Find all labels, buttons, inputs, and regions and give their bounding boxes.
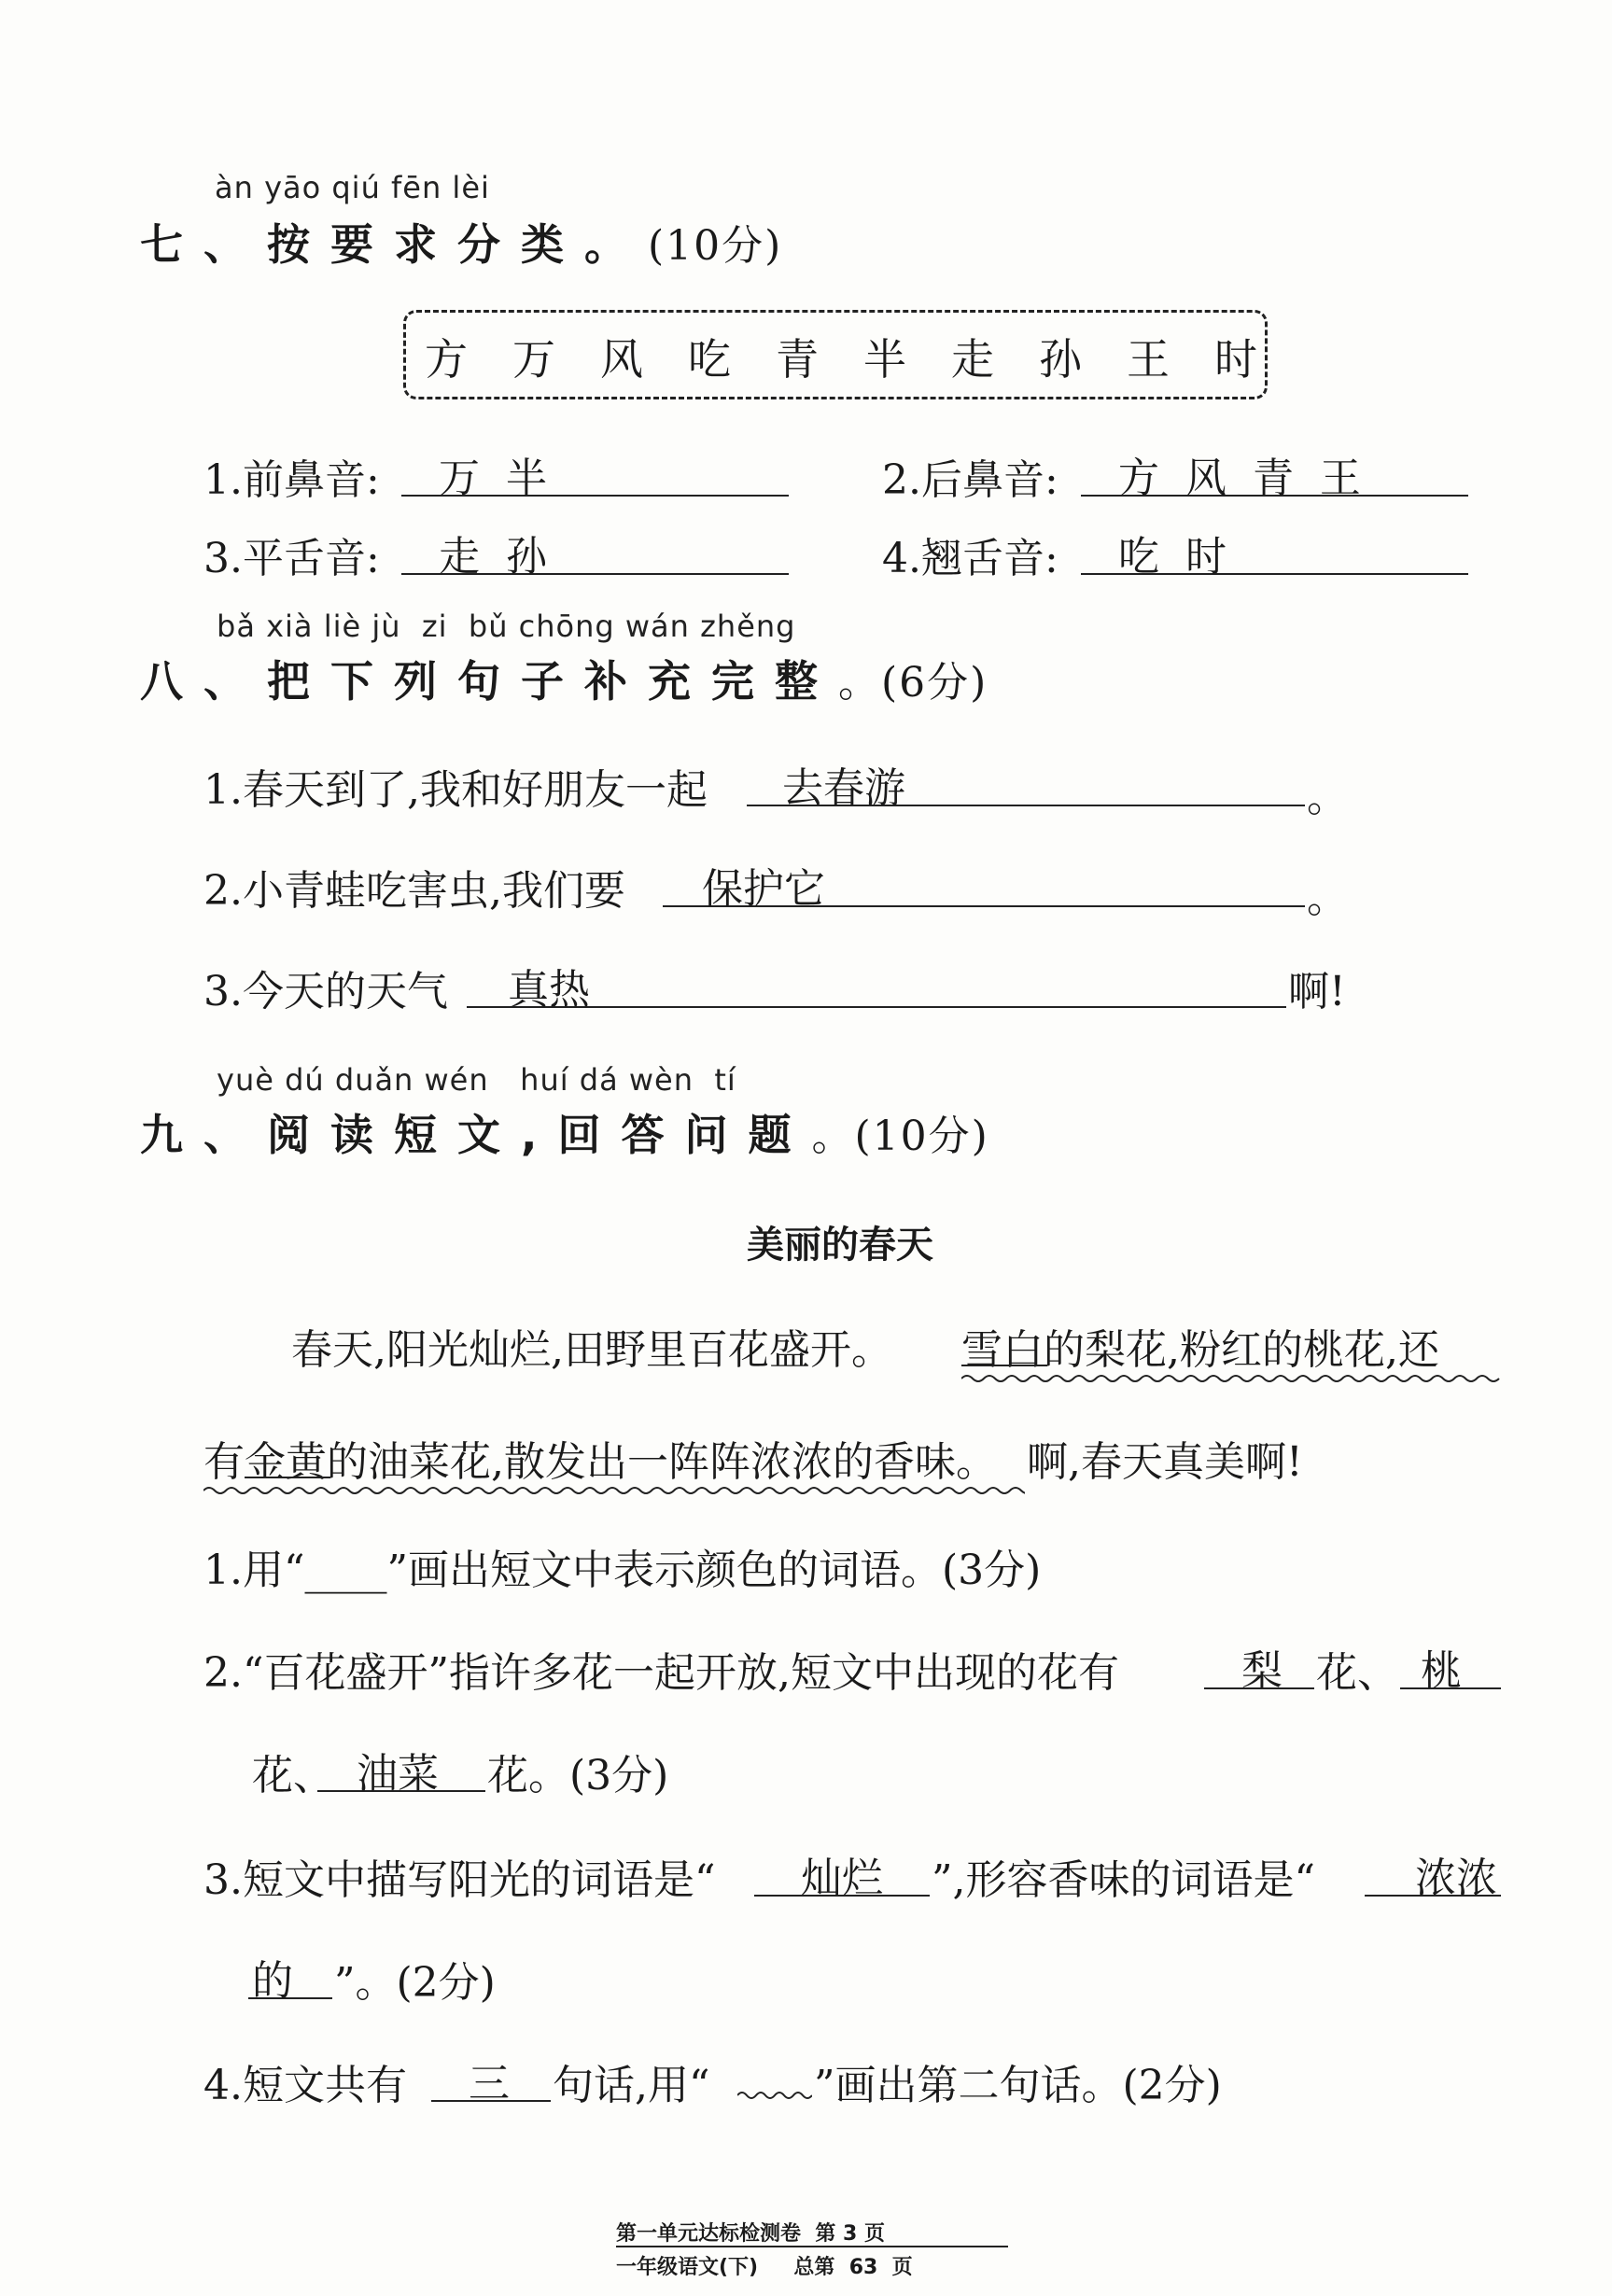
- question-3-answer-1[interactable]: 灿烂: [801, 1855, 883, 1902]
- question-2-b: 花、: [252, 1752, 334, 1799]
- wavy-underline: [961, 1372, 1501, 1385]
- sec7-item-2-answer[interactable]: 方 风 青 王: [1118, 455, 1361, 502]
- sec7-item-4-answer[interactable]: 吃 时: [1118, 533, 1227, 581]
- color-word-underline: [961, 1365, 1047, 1366]
- sec7-item-2-label: 2.后鼻音:: [882, 456, 1058, 504]
- sec7-title-text: 七、按要求分类。: [140, 219, 648, 270]
- word: 王: [1127, 334, 1170, 385]
- question-2-c: 花。(3分): [487, 1752, 669, 1799]
- sec8-title: [140, 648, 988, 709]
- question-4-a: 4.短文共有: [203, 2062, 407, 2109]
- sec7-item-1-label: 1.前鼻音:: [203, 456, 380, 504]
- footer-line-2: 一年级语文(下) 总第 63 页: [616, 2256, 913, 2279]
- footer-line-1: 第一单元达标检测卷 第 3 页: [616, 2222, 885, 2246]
- sec8-score: 。(6分): [838, 659, 988, 707]
- word: 孙: [1039, 334, 1082, 385]
- question-3-a: 3.短文中描写阳光的词语是“: [203, 1856, 716, 1904]
- sec7-item-4-label: 4.翘舌音:: [882, 535, 1058, 582]
- question-3-answer-2[interactable]: 浓浓: [1415, 1855, 1497, 1902]
- sec8-title-text: 八、把下列句子补充完整: [140, 656, 838, 707]
- sec8-item-2-answer[interactable]: 保护它: [702, 865, 825, 913]
- question-4-b: 句话,用“: [553, 2062, 710, 2109]
- article-para1-a: 春天,阳光灿烂,田野里百花盛开。: [291, 1326, 892, 1374]
- sec9-score: 。(10分): [811, 1113, 989, 1160]
- word-box: [403, 310, 1268, 399]
- question-2-answer-2[interactable]: 桃: [1421, 1647, 1462, 1695]
- sec8-item-1-prefix: 1.春天到了,我和好朋友一起: [203, 766, 708, 814]
- question-3-c: ”。(2分): [334, 1959, 496, 2007]
- sec8-pinyin: bǎ xià liè jù zi bǔ chōng wán zhěng: [217, 609, 796, 644]
- word: 万: [512, 334, 555, 385]
- sec7-pinyin: àn yāo qiú fēn lèi: [215, 170, 490, 205]
- sec7-item-1-answer[interactable]: 万 半: [439, 455, 547, 502]
- question-3-b: ”,形容香味的词语是“: [932, 1856, 1315, 1904]
- word: 吃: [688, 334, 731, 385]
- wavy-underline: [203, 1484, 1025, 1497]
- question-2-mid: 花、: [1316, 1649, 1398, 1697]
- color-word-underline: [245, 1477, 330, 1478]
- sec9-title-text: 九、阅读短文,回答问题: [140, 1110, 812, 1160]
- article-title: 美丽的春天: [747, 1224, 933, 1267]
- sec7-score: (10分): [648, 222, 783, 270]
- footer-divider: [616, 2246, 1008, 2247]
- question-2-answer-3[interactable]: 油菜: [357, 1750, 439, 1798]
- sec8-item-2-prefix: 2.小青蛙吃害虫,我们要: [203, 867, 625, 915]
- sec8-item-3-answer[interactable]: 真热: [508, 966, 590, 1014]
- sec9-pinyin: yuè dú duǎn wén huí dá wèn tí: [217, 1062, 736, 1098]
- article-para1-b: 雪白的梨花,粉红的桃花,还: [961, 1326, 1439, 1374]
- question-4-c: ”画出第二句话。(2分): [814, 2062, 1222, 2109]
- question-2-a: 2.“百花盛开”指许多花一起开放,短文中出现的花有: [203, 1649, 1119, 1697]
- sec8-item-1-suffix: 。: [1307, 774, 1348, 821]
- sec8-item-2-suffix: 。: [1307, 875, 1348, 922]
- word: 青: [776, 334, 819, 385]
- wavy-sample: [737, 2089, 812, 2102]
- sec7-title: [140, 211, 782, 273]
- word: 风: [600, 334, 643, 385]
- word: 走: [951, 334, 994, 385]
- question-3-answer-2b[interactable]: 的: [252, 1957, 293, 2005]
- article-para2-a: 有金黄的油菜花,散发出一阵阵浓浓的香味。: [203, 1438, 997, 1486]
- word-list: [425, 326, 1257, 387]
- sec7-item-3-answer[interactable]: 走 孙: [439, 533, 547, 581]
- word: 方: [425, 334, 468, 385]
- question-4-answer[interactable]: 三: [469, 2060, 510, 2107]
- word: 半: [863, 334, 906, 385]
- sec8-item-1-answer[interactable]: 去春游: [782, 764, 905, 812]
- sec8-item-3-suffix: 啊!: [1288, 968, 1346, 1015]
- word: 时: [1214, 334, 1257, 385]
- sec7-item-3-label: 3.平舌音:: [203, 535, 380, 582]
- sec8-item-3-prefix: 3.今天的天气: [203, 968, 448, 1015]
- sec9-title: [140, 1101, 989, 1163]
- article-para2-b: 啊,春天真美啊!: [1027, 1438, 1303, 1486]
- question-2-answer-1[interactable]: 梨: [1241, 1647, 1283, 1695]
- question-1: 1.用“____”画出短文中表示颜色的词语。(3分): [203, 1547, 1042, 1594]
